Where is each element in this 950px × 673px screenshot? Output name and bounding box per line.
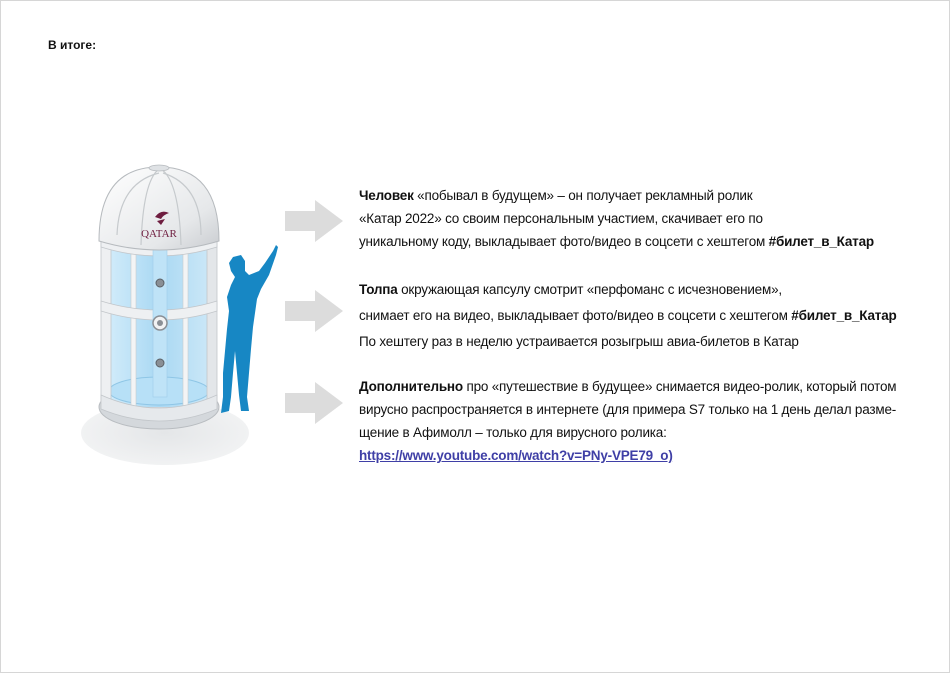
crowd-block (359, 277, 897, 355)
extra-lead: Дополнительно (359, 379, 463, 394)
person-block (359, 184, 874, 253)
person-line-1: Человек «побывал в будущем» – он получает рекламный ролик (359, 188, 753, 203)
crowd-lead: Толпа (359, 282, 398, 297)
extra-block (359, 375, 896, 467)
summary-title: В итоге: (48, 38, 97, 52)
extra-line-2: вирусно распространяется в интернете (для примера S7 только на 1 день делал разме- (359, 402, 897, 417)
crowd-line-3: По хештегу раз в неделю устраивается розыгрыш авиа-билетов в Катар (359, 334, 799, 349)
arrow-right-icon (285, 290, 343, 332)
youtube-link[interactable]: https://www.youtube.com/watch?v=PNy-VPE79_o) (359, 448, 673, 463)
person-silhouette (221, 245, 278, 413)
arrow-right-icon (285, 382, 343, 424)
crowd-line-2: снимает его на видео, выкладывает фото/видео в соцсети с хештегом #билет_в_Катар (359, 308, 897, 323)
person-line-3: уникальному коду, выкладывает фото/видео в соцсети с хештегом #билет_в_Катар (359, 234, 874, 249)
extra-line-1: Дополнительно про «путешествие в будущее» снимается видео-ролик, который потом (359, 379, 897, 394)
person-lead: Человек (359, 188, 414, 203)
crowd-line-1: Толпа окружающая капсулу смотрит «перфоманс с исчезновением», (359, 282, 782, 297)
person-hashtag: #билет_в_Катар (768, 234, 874, 249)
arrow-right-icon (285, 200, 343, 242)
svg-text:QATAR: QATAR (141, 228, 177, 240)
extra-line-3: щение в Афимолл – только для вирусного ролика: (359, 425, 667, 440)
person-line-2: «Катар 2022» со своим персональным участием, скачивает его по (359, 211, 763, 226)
capsule-illustration (77, 159, 287, 471)
crowd-hashtag: #билет_в_Катар (791, 308, 897, 323)
